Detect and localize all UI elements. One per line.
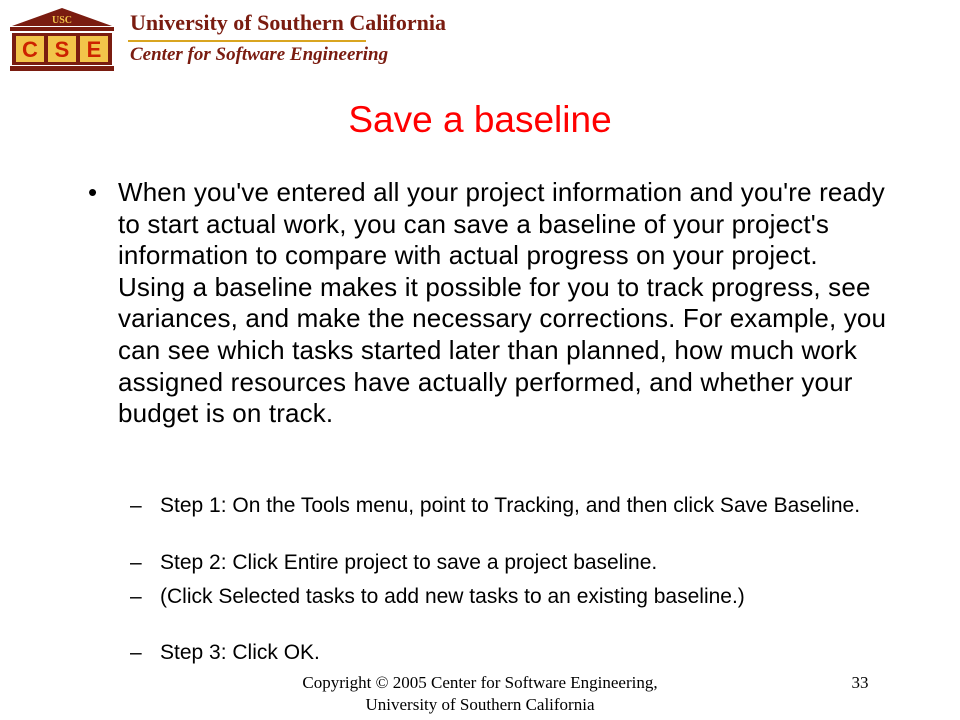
sub-bullet-dash: – [130, 585, 142, 608]
usc-cse-logo [6, 6, 118, 74]
sub-bullet-text: (Click Selected tasks to add new tasks to an existing baseline.) [160, 585, 745, 608]
copyright-footer [250, 672, 710, 716]
copyright-line-1: Copyright © 2005 Center for Software Engineering, [302, 673, 658, 692]
logo-usc-text: USC [51, 15, 73, 26]
bullet-marker: • [88, 177, 98, 207]
sub-bullet-text: Step 1: On the Tools menu, point to Tracking, and then click Save Baseline. [160, 494, 861, 517]
sub-bullet-dash: – [130, 641, 142, 664]
header-divider [128, 40, 366, 42]
copyright-line-2: University of Southern California [365, 695, 595, 714]
slide-title: Save a baseline [348, 99, 612, 140]
university-name: University of Southern California [130, 10, 446, 35]
sub-bullet-text: Step 3: Click OK. [160, 641, 320, 664]
sub-bullet-text: Step 2: Click Entire project to save a project baseline. [160, 551, 658, 574]
svg-text:C: C [22, 37, 38, 62]
sub-bullet-dash: – [130, 494, 142, 517]
main-bullet-text: When you've entered all your project information and you're ready to start actual work, you can save a baseline of your project's information to compare with actual progress on your project. Using a baseline makes it possible for you to track progress, see variances, and make the necessary corrections. For example, you can see which tasks started later than planned, how much work assigned resources have actually performed, and whether your budget is on track. [118, 177, 887, 429]
center-name: Center for Software Engineering [130, 44, 389, 65]
slide-header [0, 0, 960, 80]
svg-text:E: E [86, 37, 102, 62]
svg-text:S: S [54, 37, 70, 62]
sub-bullet-dash: – [130, 551, 142, 574]
page-number: 33 [851, 673, 869, 692]
